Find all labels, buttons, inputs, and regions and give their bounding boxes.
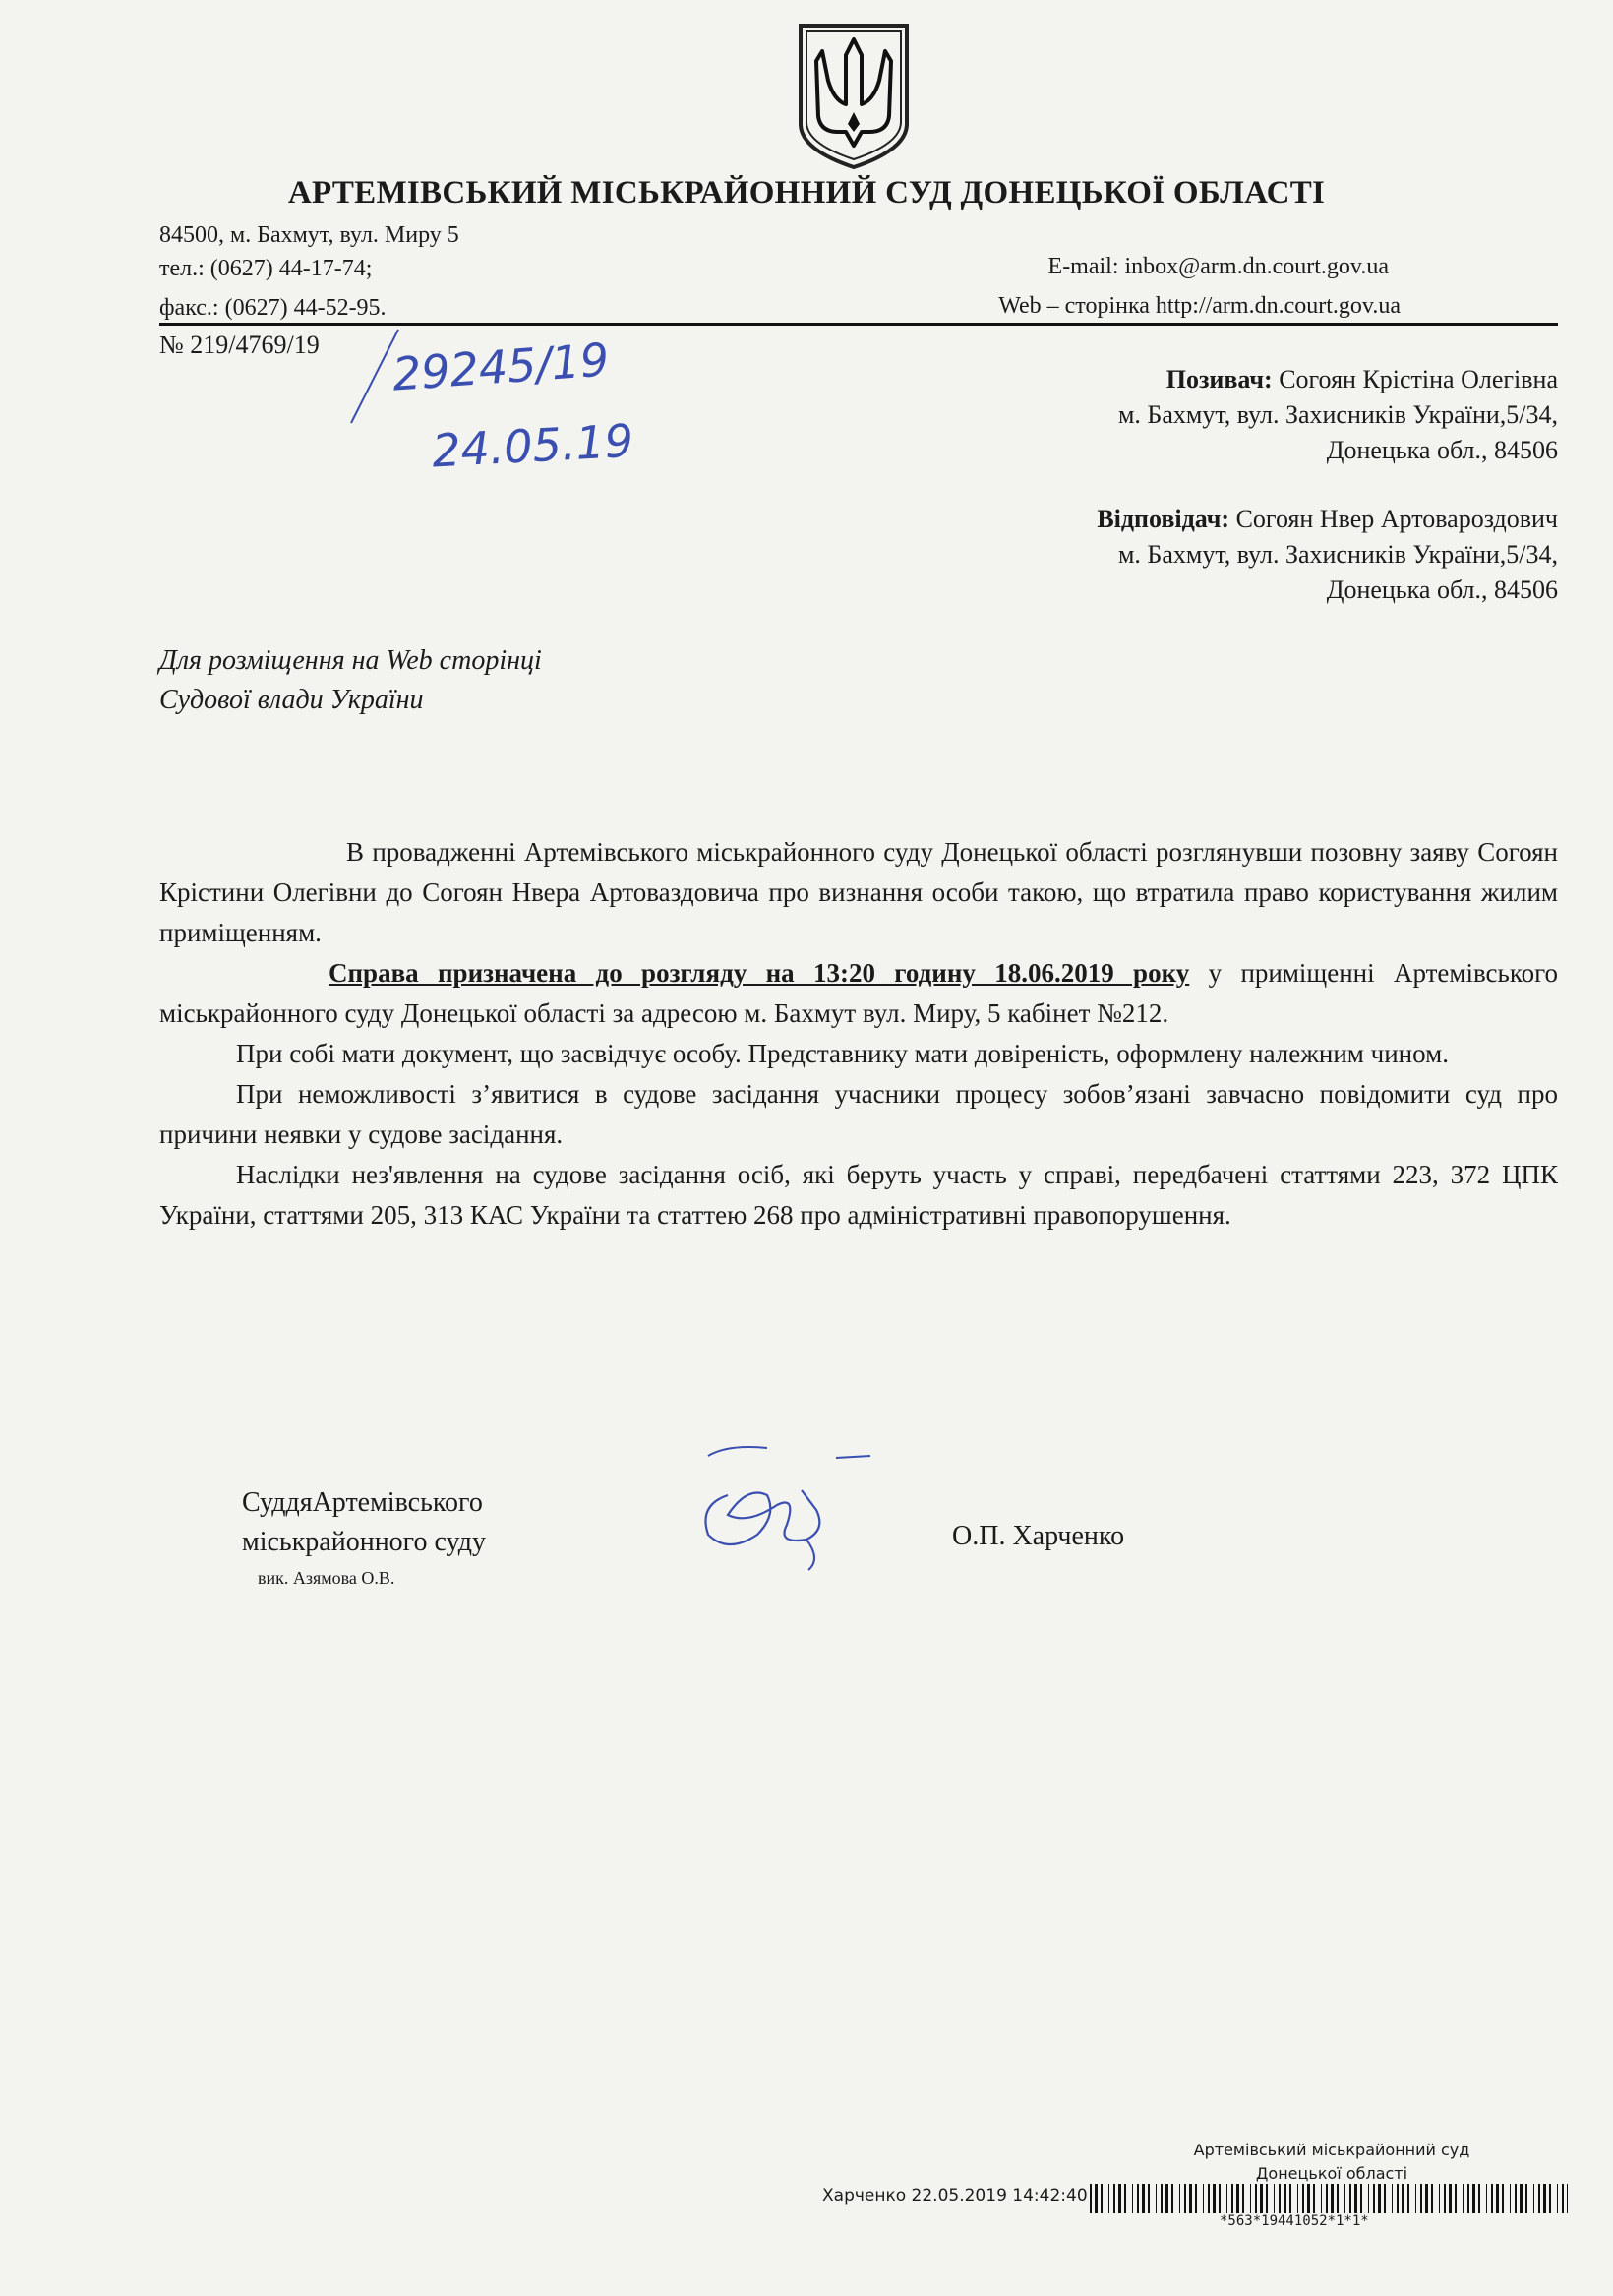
notice-body [159, 832, 1558, 1236]
court-email: E-mail: inbox@arm.dn.court.gov.ua [1047, 254, 1389, 279]
barcode-icon [1090, 2184, 1568, 2213]
body-paragraph-2 [159, 953, 1558, 1034]
plaintiff-block [1118, 362, 1558, 468]
handwritten-registration-note [339, 325, 634, 492]
defendant-name: Согоян Нвер Артовароздович [1235, 505, 1558, 533]
handwritten-date: 24.05.19 [430, 413, 634, 478]
hearing-schedule: Справа призначена до розгляду на 13:20 годину 18.06.2019 року [329, 958, 1190, 988]
court-title: АРТЕМІВСЬКИЙ МІСЬКРАЙОННИЙ СУД ДОНЕЦЬКОЇ ОБЛАСТІ [287, 175, 1326, 211]
web-publication-note [159, 641, 542, 720]
defendant-label: Відповідач: [1097, 505, 1230, 533]
executor-note: вик. Азямова О.В. [258, 1568, 395, 1588]
court-website: Web – сторінка http://arm.dn.court.gov.ua [998, 293, 1401, 319]
body-paragraph-4: При неможливості з’явитися в судове засідання учасники процесу зобов’язані завчасно повідомити суд про причини неявки у судове засідання. [159, 1079, 1558, 1149]
plaintiff-address-line1: м. Бахмут, вул. Захисників України,5/34, [1117, 400, 1558, 429]
court-address: 84500, м. Бахмут, вул. Миру 5 [159, 222, 459, 248]
defendant-address-line2: Донецька обл., 84506 [1326, 575, 1558, 604]
defendant-address-line1: м. Бахмут, вул. Захисників України,5/34, [1117, 540, 1558, 569]
barcode-number: *563*19441052*1*1* [1220, 2213, 1369, 2229]
judge-signature [688, 1436, 885, 1584]
handwritten-registration-number: 29245/19 [390, 332, 611, 401]
web-note-line2: Судової влади України [159, 685, 424, 715]
stamp-court-line1: Артемівський міськрайонний суд [1193, 2141, 1470, 2159]
coat-of-arms-icon [795, 22, 913, 171]
stamp-signed-line: Харченко 22.05.2019 14:42:40 [822, 2186, 1088, 2205]
court-phone: тел.: (0627) 44-17-74; [159, 256, 373, 281]
document-number: № 219/4769/19 [159, 331, 320, 359]
plaintiff-label: Позивач: [1165, 365, 1273, 393]
judge-title [242, 1483, 486, 1562]
body-paragraph-3: При собі мати документ, що засвідчує особу. Представнику мати довіреність, оформлену належним чином. [236, 1039, 1449, 1068]
web-note-line1: Для розміщення на Web сторінці [159, 645, 542, 676]
judge-title-line1: СуддяАртемівського [242, 1487, 483, 1518]
body-paragraph-5: Наслідки нез'явлення на судове засідання осіб, які беруть участь у справі, передбачені статтями 223, 372 ЦПК України, статтями 205, 313 КАС України та статтею 268 про адміністративні правопорушення. [159, 1160, 1558, 1230]
court-fax: факс.: (0627) 44-52-95. [159, 295, 387, 321]
judge-name: О.П. Харченко [952, 1521, 1125, 1551]
judge-title-line2: міськрайонного суду [242, 1527, 487, 1557]
body-paragraph-1: В провадженні Артемівського міськрайонного суду Донецької області розглянувши позовну заяву Согоян Крістини Олегівни до Согоян Нвера Артоваздовича про визнання особи такою, що втратила право користування жилим приміщенням. [159, 837, 1558, 947]
hearing-location: у приміщенні Артемівського міськрайонного суду Донецької області за адресою м. Бахмут вул. Миру, 5 кабінет №212. [159, 958, 1558, 1028]
defendant-block [1097, 502, 1558, 608]
stamp-court-line2: Донецької області [1255, 2164, 1408, 2183]
plaintiff-address-line2: Донецька обл., 84506 [1326, 436, 1558, 464]
plaintiff-name: Согоян Крістіна Олегівна [1279, 365, 1558, 393]
stamp-court-name [1186, 2139, 1477, 2186]
